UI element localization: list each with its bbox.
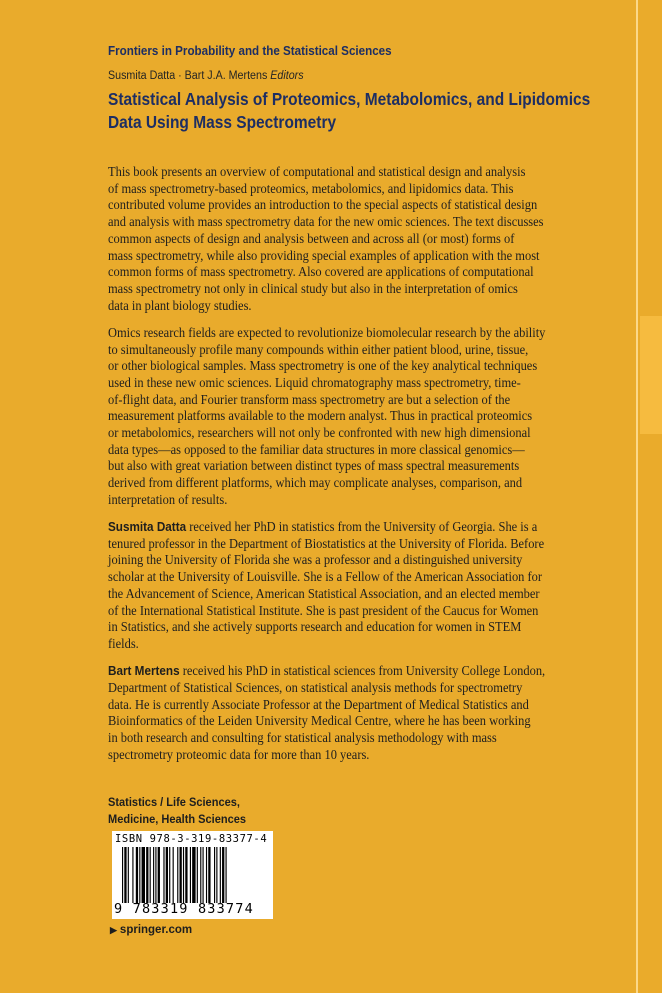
text-line: joining the University of Florida she was a professor and a distinguished university (108, 552, 523, 568)
barcode-bars-icon (122, 847, 265, 903)
text-line: of-flight data, and Fourier transform mass spectrometry are but a selection of the (108, 391, 511, 407)
barcode-digits: 9 783319 833774 (114, 901, 254, 917)
editors-line (108, 70, 304, 82)
subject-line: Medicine, Health Sciences (108, 812, 247, 826)
text-line: data. He is currently Associate Professor at the Department of Medical Statistics and (108, 696, 529, 712)
text-line: common forms of mass spectrometry. Also covered are applications of computational (108, 264, 534, 280)
text-line: mass spectrometry, while also providing special examples of application with the most (108, 247, 540, 263)
author-name: Susmita Datta (108, 520, 187, 535)
text-line: or metabolomics, researchers will not only be confronted with new high dimensional (108, 425, 531, 441)
editor-names: Susmita Datta · Bart J.A. Mertens (108, 70, 268, 82)
text-line: but also with great variation between distinct types of mass spectral measurements (108, 458, 520, 474)
author-bio-mertens (108, 663, 603, 763)
bio-text: received her PhD in statistics from the University of Georgia. She is a (186, 519, 538, 535)
isbn-barcode (112, 831, 273, 919)
text-line: measurement platforms available to the modern analyst. Thus in practical proteomics (108, 408, 533, 424)
subject-line: Statistics / Life Sciences, (108, 795, 240, 809)
text-line: and analysis with mass spectrometry data for the new omic sciences. The text discusses (108, 214, 544, 230)
text-line (108, 663, 603, 680)
text-line: of mass spectrometry-based proteomics, metabolomics, and lipidomics data. This (108, 180, 514, 196)
text-line: Department of Statistical Sciences, on statistical analysis methods for spectrometry (108, 679, 523, 695)
series-title: Frontiers in Probability and the Statistical Sciences (108, 44, 392, 58)
author-bio-datta (108, 519, 603, 653)
description-paragraph (108, 325, 603, 509)
bio-text: received his PhD in statistical sciences from University College London, (179, 663, 546, 679)
text-line: in both research and consulting for statistical analysis methodology with mass (108, 730, 497, 745)
text-line: mass spectrometry not only in clinical study but also in the interpretation of omics (108, 280, 518, 296)
text-line: to simultaneously profile many compounds within either patient blood, urine, tissue, (108, 341, 529, 357)
text-line: scholar at the University of Louisville. She is a Fellow of the American Association for (108, 569, 543, 585)
isbn-number: ISBN 978-3-319-83377-4 (115, 833, 268, 845)
publisher-url[interactable] (110, 924, 192, 936)
text-line: spectrometry proteomic data for more than 10 years. (108, 746, 370, 762)
book-title (108, 88, 591, 134)
author-name: Bart Mertens (108, 664, 180, 679)
subject-categories (108, 794, 246, 828)
description-paragraph (108, 164, 603, 314)
text-line: used in these new omic sciences. Liquid chromatography mass spectrometry, time- (108, 374, 521, 390)
text-line: or other biological samples. Mass spectrometry is one of the key analytical techniques (108, 358, 538, 374)
text-line (108, 519, 603, 536)
text-line: data types—as opposed to the familiar data structures in more classical genomics— (108, 441, 525, 457)
text-line: derived from different platforms, which may complicate analyses, comparison, and (108, 475, 523, 491)
publisher-link[interactable]: springer.com (119, 924, 193, 936)
description-body (108, 164, 603, 774)
text-line: the Advancement of Science, American Statistical Association, and an elected member (108, 585, 540, 601)
editors-role: Editors (270, 70, 304, 82)
text-line: common aspects of design and analysis between and across all (or most) forms of (108, 230, 515, 246)
text-line: interpretation of results. (108, 491, 228, 507)
text-line: This book presents an overview of computational and statistical design and analysis (108, 164, 526, 179)
text-line: in Statistics, and she actively supports research and education for women in STEM (108, 619, 522, 635)
text-line: contributed volume provides an introduction to the special aspects of statistical design (108, 197, 538, 213)
title-line: Statistical Analysis of Proteomics, Metabolomics, and Lipidomics (108, 89, 591, 109)
text-line: fields. (108, 635, 139, 651)
text-line: tenured professor in the Department of Biostatistics at the University of Florida. Before (108, 535, 545, 551)
text-line: data in plant biology studies. (108, 297, 252, 313)
spine-marker (640, 316, 662, 434)
text-line: of the International Statistical Institute. She is past president of the Caucus for Women (108, 602, 539, 618)
title-line: Data Using Mass Spectrometry (108, 112, 337, 132)
spine (638, 0, 662, 993)
text-line: Omics research fields are expected to revolutionize biomolecular research by the ability (108, 324, 546, 340)
text-line: Bioinformatics of the Leiden University Medical Centre, where he has been working (108, 713, 531, 729)
arrow-right-icon: ▶ (110, 925, 117, 935)
